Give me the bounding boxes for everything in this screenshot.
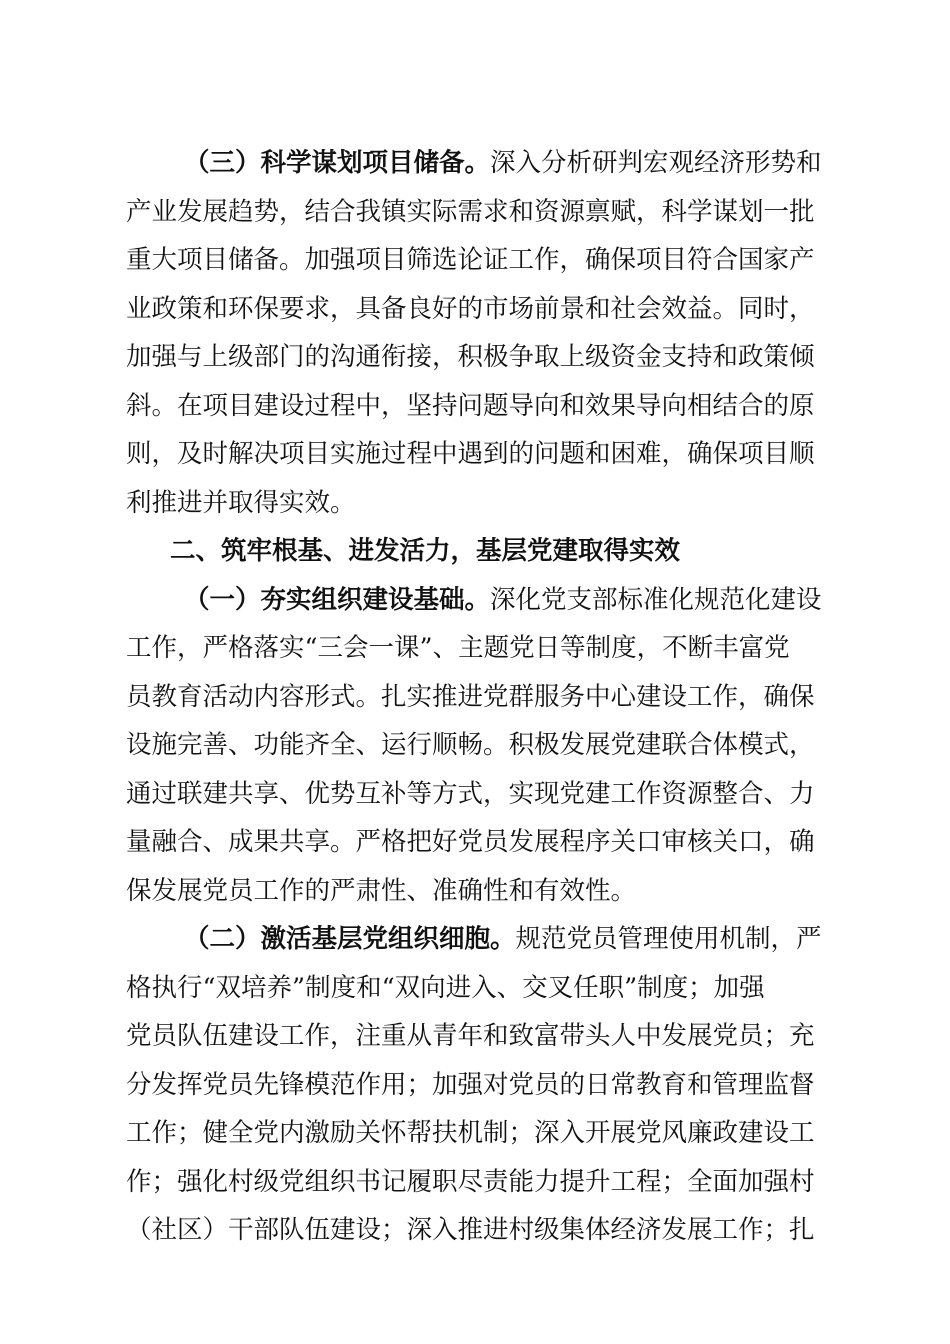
section-heading: （三）科学谋划项目储备。 — [184, 148, 491, 178]
section-heading: （二）激活基层党组织细胞。 — [184, 924, 516, 954]
section-heading: （一）夯实组织建设基础。 — [184, 584, 491, 615]
paragraph-line: 设施完善、功能齐全、运行顺畅。积极发展党建联合体模式， — [126, 730, 815, 760]
paragraph-line: 通过联建共享、优势互补等方式，实现党建工作资源整合、力 — [126, 778, 815, 809]
paragraph-text: 规范党员管理使用机制，严 — [515, 924, 822, 954]
paragraph-line — [126, 143, 824, 192]
paragraph-line: 作；强化村级党组织书记履职尽责能力提升工程；全面加强村 — [126, 1166, 815, 1197]
paragraph-line: （社区）干部队伍建设；深入推进村级集体经济发展工作；扎 — [126, 1215, 815, 1245]
paragraph-line: 员教育活动内容形式。扎实推进党群服务中心建设工作，确保 — [126, 681, 815, 712]
paragraph-line: 业政策和环保要求，具备良好的市场前景和社会效益。同时， — [126, 293, 815, 324]
paragraph-line: 工作，严格落实“三会一课”、主题党日等制度，不断丰富党 — [126, 633, 790, 663]
paragraph-line — [126, 919, 824, 968]
paragraph-line: 格执行“双培养”制度和“双向进入、交叉任职”制度；加强 — [126, 972, 765, 1003]
paragraph-line: 加强与上级部门的沟通衔接，积极争取上级资金支持和政策倾 — [126, 342, 815, 372]
paragraph-text: 深化党支部标准化规范化建设 — [490, 584, 822, 615]
paragraph-line: 则，及时解决项目实施过程中遇到的问题和困难，确保项目顺 — [126, 439, 815, 469]
paragraph-line: 分发挥党员先锋模范作用；加强对党员的日常教育和管理监督 — [126, 1069, 815, 1100]
paragraph-line: 党员队伍建设工作，注重从青年和致富带头人中发展党员；充 — [126, 1021, 815, 1051]
paragraph-line: 利推进并取得实效。 — [126, 487, 356, 518]
paragraph-line: 保发展党员工作的严肃性、准确性和有效性。 — [126, 875, 637, 906]
paragraph-text: 深入分析研判宏观经济形势和 — [490, 148, 822, 178]
paragraph-line — [126, 580, 824, 629]
chapter-heading: 二、筑牢根基、进发活力，基层党建取得实效 — [170, 536, 681, 566]
paragraph-line: 重大项目储备。加强项目筛选论证工作，确保项目符合国家产 — [126, 245, 815, 275]
paragraph-line: 产业发展趋势，结合我镇实际需求和资源禀赋，科学谋划一批 — [126, 196, 815, 227]
paragraph-line: 工作；健全党内激励关怀帮扶机制；深入开展党风廉政建设工 — [126, 1118, 815, 1148]
paragraph-line: 斜。在项目建设过程中，坚持问题导向和效果导向相结合的原 — [126, 390, 815, 421]
paragraph-line: 量融合、成果共享。严格把好党员发展程序关口审核关口，确 — [126, 827, 815, 857]
